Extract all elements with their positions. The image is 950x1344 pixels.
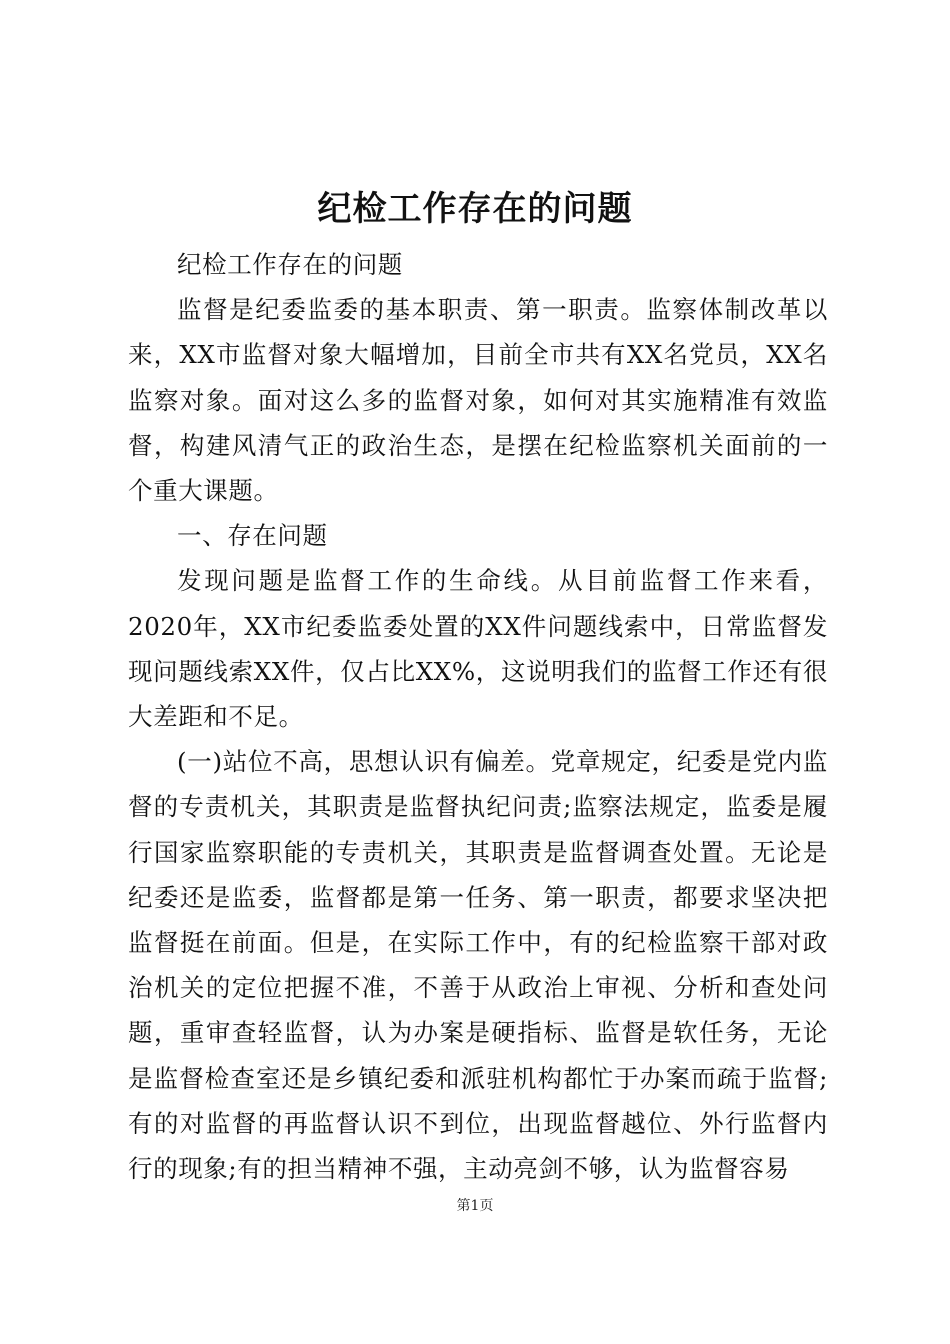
page-number: 第1页 xyxy=(456,1198,494,1214)
paragraph-subtitle: 纪检工作存在的问题 xyxy=(177,250,403,279)
document-title: 纪检工作存在的问题 xyxy=(317,189,633,229)
paragraph-problem-one: (一)站位不高，思想认识有偏差。党章规定，纪委是党内监督的专责机关，其职责是监督执纪问责;监察法规定，监委是履行国家监察职能的专责机关，其职责是监督调查处置。无论是纪委还是监委，监督都是第一任务、第一职责，都要求坚决把监督挺在前面。但是，在实际工作中，有的纪检监察干部对政治机关的定位把握不准，不善于从政治上审视、分析和查处问题，重审查轻监督，认为办案是硬指标、监督是软任务，无论是监督检查室还是乡镇纪委和派驻机构都忙于办案而疏于监督;有的对监督的再监督认识不到位，出现监督越位、外行监督内行的现象;有的担当精神不强，主动亮剑不够，认为监督容易 xyxy=(128,747,828,1184)
document-body xyxy=(128,242,828,1191)
paragraph-intro: 监督是纪委监委的基本职责、第一职责。监察体制改革以来，XX市监督对象大幅增加，目前全市共有XX名党员，XX名监察对象。面对这么多的监督对象，如何对其实施精准有效监督，构建风清气正的政治生态，是摆在纪检监察机关面前的一个重大课题。 xyxy=(128,295,828,506)
section-heading: 一、存在问题 xyxy=(177,521,328,551)
paragraph-problem-overview: 发现问题是监督工作的生命线。从目前监督工作来看，2020年，XX市纪委监委处置的XX件问题线索中，日常监督发现问题线索XX件，仅占比XX%，这说明我们的监督工作还有很大差距和不足。 xyxy=(128,566,828,732)
